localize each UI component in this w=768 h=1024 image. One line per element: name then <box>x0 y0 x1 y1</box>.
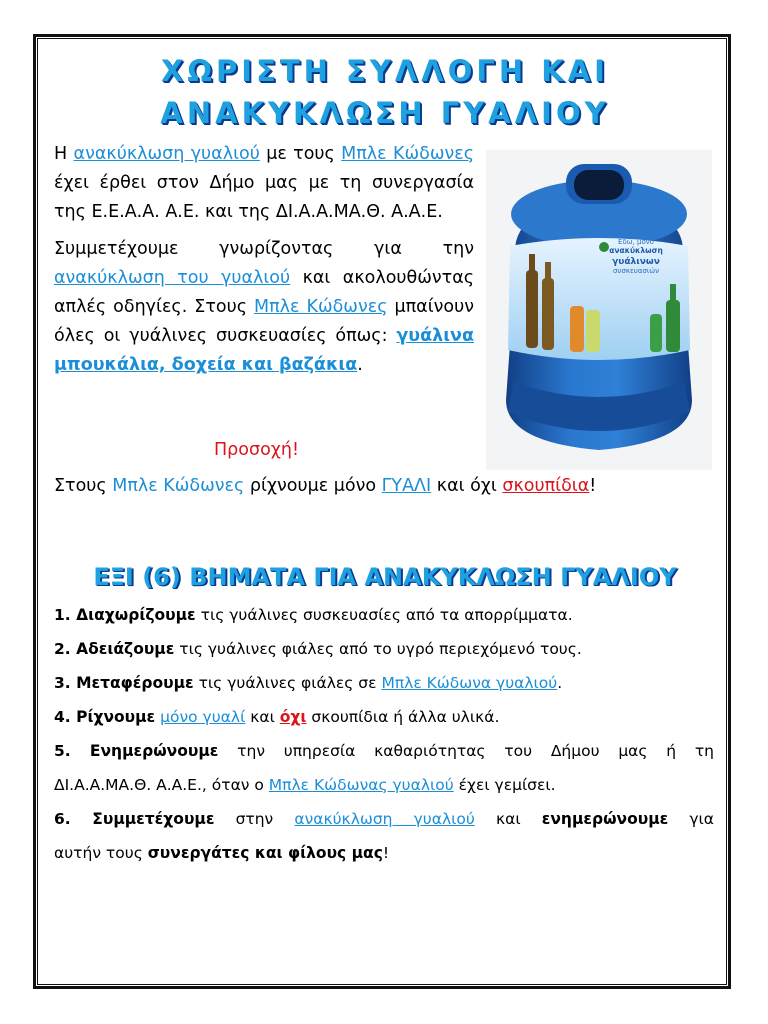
bin-label-line-1: Εδώ, μόνο <box>618 238 654 246</box>
step-verb: Αδειάζουμε <box>76 640 175 658</box>
step-text: τις γυάλινες φιάλες από το υγρό περιεχόμενό τους. <box>174 640 582 658</box>
step-2 <box>54 632 714 666</box>
step-number: 6. <box>54 810 93 828</box>
step-text: ΔΙ.Α.Α.ΜΑ.Θ. Α.Α.Ε., όταν ο <box>54 776 269 794</box>
link-not[interactable]: όχι <box>279 708 307 726</box>
step-number: 4. <box>54 708 77 726</box>
text: ρίχνουμε μόνο <box>244 476 382 496</box>
bin-label-line-4: συσκευασιών <box>612 267 660 275</box>
step-verb-2: ενημερώνουμε <box>541 810 669 828</box>
blue-bins-text: Μπλε Κώδωνες <box>112 476 245 496</box>
link-blue-bins[interactable]: Μπλε Κώδωνες <box>341 144 474 164</box>
text: Στους <box>54 476 113 496</box>
intro-text <box>54 140 474 388</box>
step-text: για <box>668 810 715 828</box>
title-line-2: ΑΝΑΚΥΚΛΩΣΗ ΓΥΑΛΙΟΥ <box>160 96 610 130</box>
blue-bin-image <box>486 150 712 470</box>
link-blue-bin[interactable]: Μπλε Κώδωνα γυαλιού <box>381 674 558 692</box>
text: μπαίνουν όλες οι γυάλινες συσκευασίες όπως: <box>54 297 474 346</box>
step-number: 3. <box>54 674 77 692</box>
text: με τους <box>259 144 342 164</box>
step-5 <box>54 734 714 768</box>
step-text: και <box>474 810 542 828</box>
link-only-glass[interactable]: μόνο γυαλί <box>160 708 246 726</box>
text: . <box>357 355 363 375</box>
step-6-cont <box>54 836 714 870</box>
link-glass-only[interactable]: ΓΥΑΛΙ <box>381 476 432 496</box>
bin-label-line-3: γυάλινων <box>612 257 660 267</box>
intro-paragraph-2 <box>54 235 474 380</box>
text: έχει έρθει στον Δήμο μας με τη συνεργασία της Ε.Ε.Α.Α. Α.Ε. και της ΔΙ.Α.Α.ΜΑ.Θ. Α.Α.Ε. <box>54 173 474 222</box>
step-text: την υπηρεσία καθαριότητας του Δήμου μας ή τη <box>218 742 714 760</box>
steps-list <box>54 598 714 870</box>
step-1 <box>54 598 714 632</box>
step-number: 5. <box>54 742 90 760</box>
link-blue-bins-2[interactable]: Μπλε Κώδωνες <box>254 297 388 317</box>
step-6 <box>54 802 714 836</box>
text: Η <box>54 144 74 164</box>
text: και όχι <box>431 476 503 496</box>
text: και ακολουθώντας απλές οδηγίες. Στους <box>54 268 475 317</box>
step-text: τις γυάλινες συσκευασίες από τα απορρίμματα. <box>195 606 573 624</box>
bins-rule-line <box>54 476 734 496</box>
intro-paragraph-1 <box>54 140 474 227</box>
link-glass-recycling[interactable]: ανακύκλωση γυαλιού <box>73 144 260 164</box>
step-verb: Ενημερώνουμε <box>89 742 219 760</box>
step-text: ! <box>382 844 390 862</box>
link-blue-bin-2[interactable]: Μπλε Κώδωνας γυαλιού <box>268 776 454 794</box>
text: ! <box>589 476 597 496</box>
page-title <box>40 50 730 134</box>
step-verb: Ρίχνουμε <box>76 708 156 726</box>
recycle-logo-icon <box>599 242 609 252</box>
step-text: σκουπίδια ή άλλα υλικά. <box>306 708 500 726</box>
step-text: έχει γεμίσει. <box>453 776 556 794</box>
step-text: αυτήν τους <box>54 844 148 862</box>
title-line-1: ΧΩΡΙΣΤΗ ΣΥΛΛΟΓΗ ΚΑΙ <box>161 54 609 88</box>
step-text: τις γυάλινες φιάλες σε <box>193 674 382 692</box>
step-text: και <box>245 708 280 726</box>
link-glass-recycling-2[interactable]: ανακύκλωση του γυαλιού <box>54 268 291 288</box>
step-verb: Μεταφέρουμε <box>76 674 194 692</box>
link-garbage[interactable]: σκουπίδια <box>502 476 590 496</box>
blue-bin-illustration <box>486 150 712 470</box>
step-verb: Συμμετέχουμε <box>92 810 215 828</box>
warning-text: Προσοχή! <box>214 440 299 460</box>
step-5-cont <box>54 768 714 802</box>
step-text: στην <box>214 810 295 828</box>
step-verb: Διαχωρίζουμε <box>76 606 196 624</box>
step-3 <box>54 666 714 700</box>
step-4 <box>54 700 714 734</box>
text: Συμμετέχουμε γνωρίζοντας για την <box>54 239 474 259</box>
step-number: 1. <box>54 606 77 624</box>
step-text: . <box>557 674 563 692</box>
steps-heading: ΕΞΙ (6) ΒΗΜΑΤΑ ΓΙΑ ΑΝΑΚΥΚΛΩΣΗ ΓΥΑΛΙΟΥ <box>93 563 677 591</box>
link-glass-items[interactable]: γυάλινα μπουκάλια, δοχεία και βαζάκια <box>54 326 474 375</box>
bin-label-line-2: ανακύκλωση <box>609 246 663 255</box>
link-glass-recycling-3[interactable]: ανακύκλωση γυαλιού <box>294 810 475 828</box>
step-number: 2. <box>54 640 77 658</box>
step-emphasis: συνεργάτες και φίλους μας <box>147 844 383 862</box>
